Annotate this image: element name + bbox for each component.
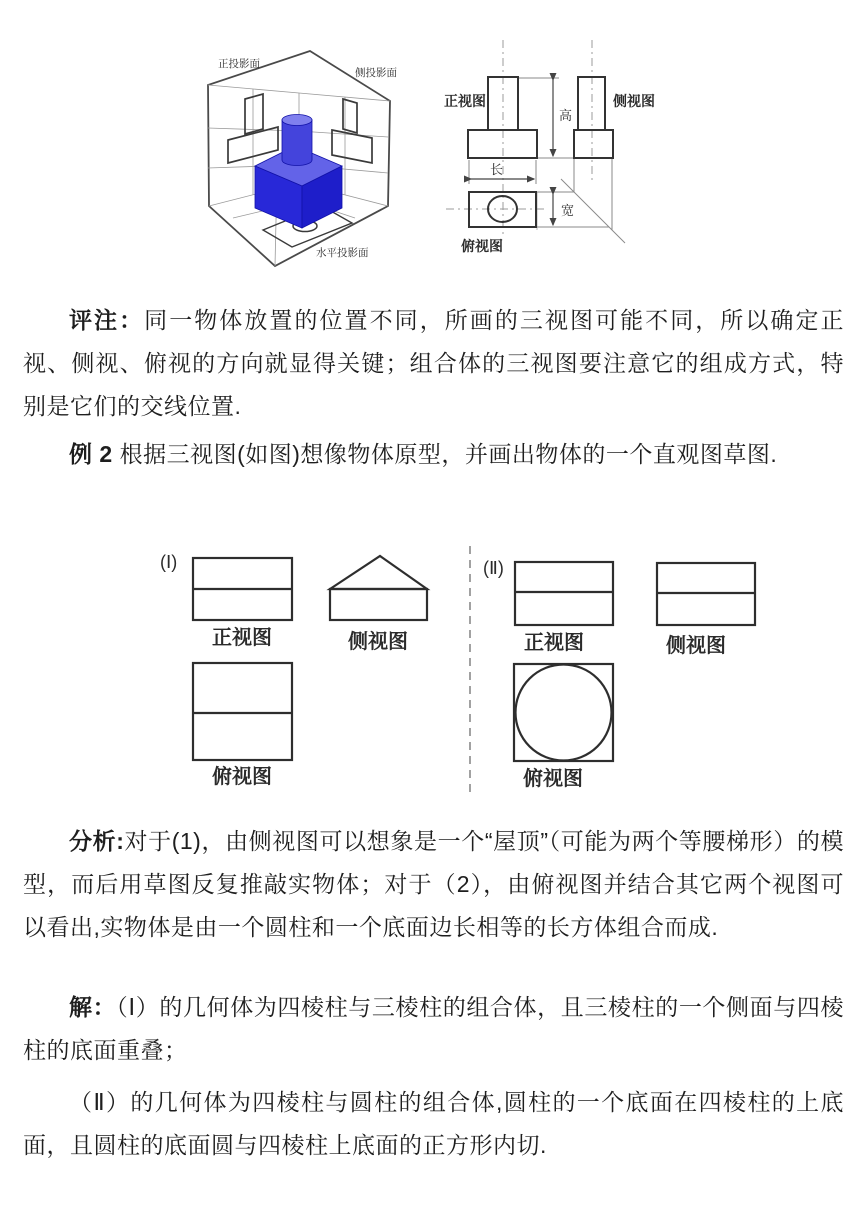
- group2-tag: (Ⅱ): [483, 558, 504, 578]
- side-plane-label: 侧投影面: [355, 67, 397, 79]
- analysis-paragraph: [0, 820, 864, 949]
- three-views-figure: [440, 40, 860, 275]
- group2-front-view-label: 正视图: [524, 632, 584, 654]
- front-view-label: 正视图: [444, 93, 486, 109]
- group2-top-view-label: 俯视图: [523, 768, 583, 790]
- front-plane-label: 正投影面: [218, 58, 260, 70]
- top-view-label: 俯视图: [461, 238, 503, 254]
- group1-top-view-label: 俯视图: [212, 766, 272, 788]
- analysis-label: 分析:: [69, 828, 125, 854]
- projection-box-figure: [185, 33, 425, 273]
- side-view-label: 侧视图: [613, 93, 655, 109]
- solution-paragraph-2: [0, 1081, 864, 1167]
- comment-paragraph: [0, 299, 864, 428]
- group1-side-view-label: 侧视图: [348, 631, 408, 653]
- view-shapes: [468, 77, 613, 227]
- width-dim-label: 宽: [561, 203, 575, 218]
- length-dim-label: 长: [490, 162, 504, 177]
- example-label: 例 2: [69, 441, 113, 467]
- solid-object: [255, 115, 342, 229]
- solution-label: 解：: [69, 994, 117, 1020]
- horizontal-plane-label: 水平投影面: [316, 247, 369, 259]
- group1-shapes: [193, 556, 427, 760]
- example-views-figure: [0, 540, 864, 800]
- group2-shapes: [514, 562, 755, 761]
- solution-paragraph-1: [0, 986, 864, 1072]
- group2-side-view-label: 侧视图: [666, 635, 726, 657]
- comment-text: 同一物体放置的位置不同，所画的三视图可能不同，所以确定正视、侧视、俯视的方向就显得关键；组合体的三视图要注意它的组成方式，特别是它们的交线位置.: [23, 307, 845, 419]
- group1-tag: (Ⅰ): [160, 552, 178, 572]
- solution-text-1: （Ⅰ）的几何体为四棱柱与三棱柱的组合体，且三棱柱的一个侧面与四棱柱的底面重叠；: [23, 994, 844, 1063]
- analysis-text: 对于(1)，由侧视图可以想象是一个“屋顶”（可能为两个等腰梯形）的模型，而后用草图反复推敲实物体；对于（2），由俯视图并结合其它两个视图可以看出,实物体是由一个圆柱和一个底面边长相等的长方体组合而成.: [23, 828, 844, 940]
- height-dim-label: 高: [559, 108, 573, 123]
- example-text: 根据三视图(如图)想像物体原型，并画出物体的一个直观图草图.: [112, 441, 778, 467]
- solution-text-2: （Ⅱ）的几何体为四棱柱与圆柱的组合体,圆柱的一个底面在四棱柱的上底面，且圆柱的底面圆与四棱柱上底面的正方形内切.: [23, 1089, 844, 1158]
- comment-label: 评注：: [69, 307, 145, 333]
- example-paragraph: [0, 433, 864, 476]
- group1-front-view-label: 正视图: [212, 627, 272, 649]
